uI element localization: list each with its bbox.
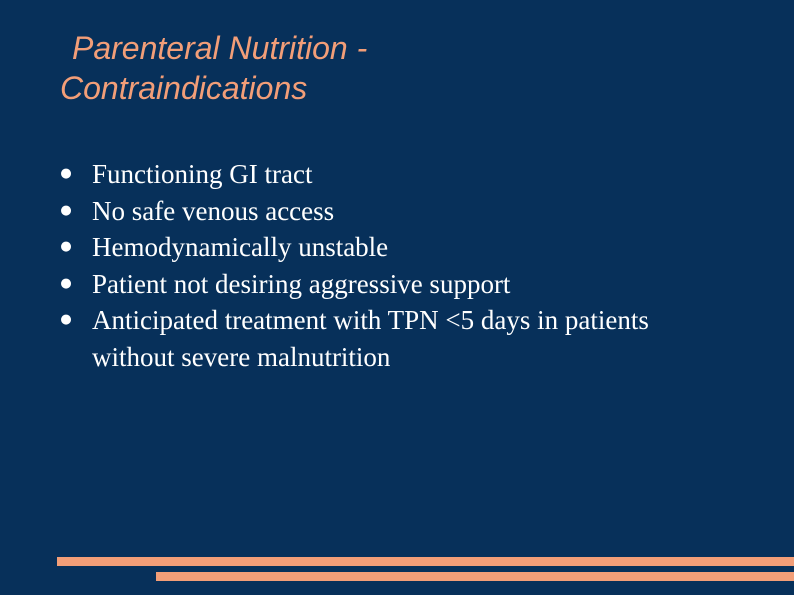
slide-title-line-2: Contraindications: [60, 70, 308, 106]
bullet-text: Functioning GI tract: [92, 159, 313, 189]
bullet-text: No safe venous access: [92, 195, 335, 226]
bullet-item: [60, 266, 700, 303]
bullet-item: [60, 302, 700, 375]
bullet-text: Hemodynamically unstable: [92, 232, 389, 262]
slide-title: [60, 28, 760, 108]
bullet-item: [60, 156, 700, 193]
bullet-icon: ●: [60, 239, 72, 254]
slide-title-line-1: Parenteral Nutrition -: [72, 30, 368, 66]
bullet-icon: ●: [60, 166, 72, 181]
bullet-icon: ●: [60, 202, 72, 218]
bullet-item: [60, 193, 700, 230]
bullet-text: Anticipated treatment with TPN <5 days in patients without severe malnutrition: [92, 305, 649, 372]
decorative-bar-top: [57, 557, 794, 566]
bullet-item: [60, 229, 700, 266]
bullet-text: Patient not desiring aggressive support: [92, 268, 511, 299]
bullet-list: [60, 156, 700, 375]
decorative-bar-bottom: [156, 572, 794, 581]
bullet-icon: ●: [60, 275, 72, 291]
bullet-icon: ●: [60, 312, 72, 327]
